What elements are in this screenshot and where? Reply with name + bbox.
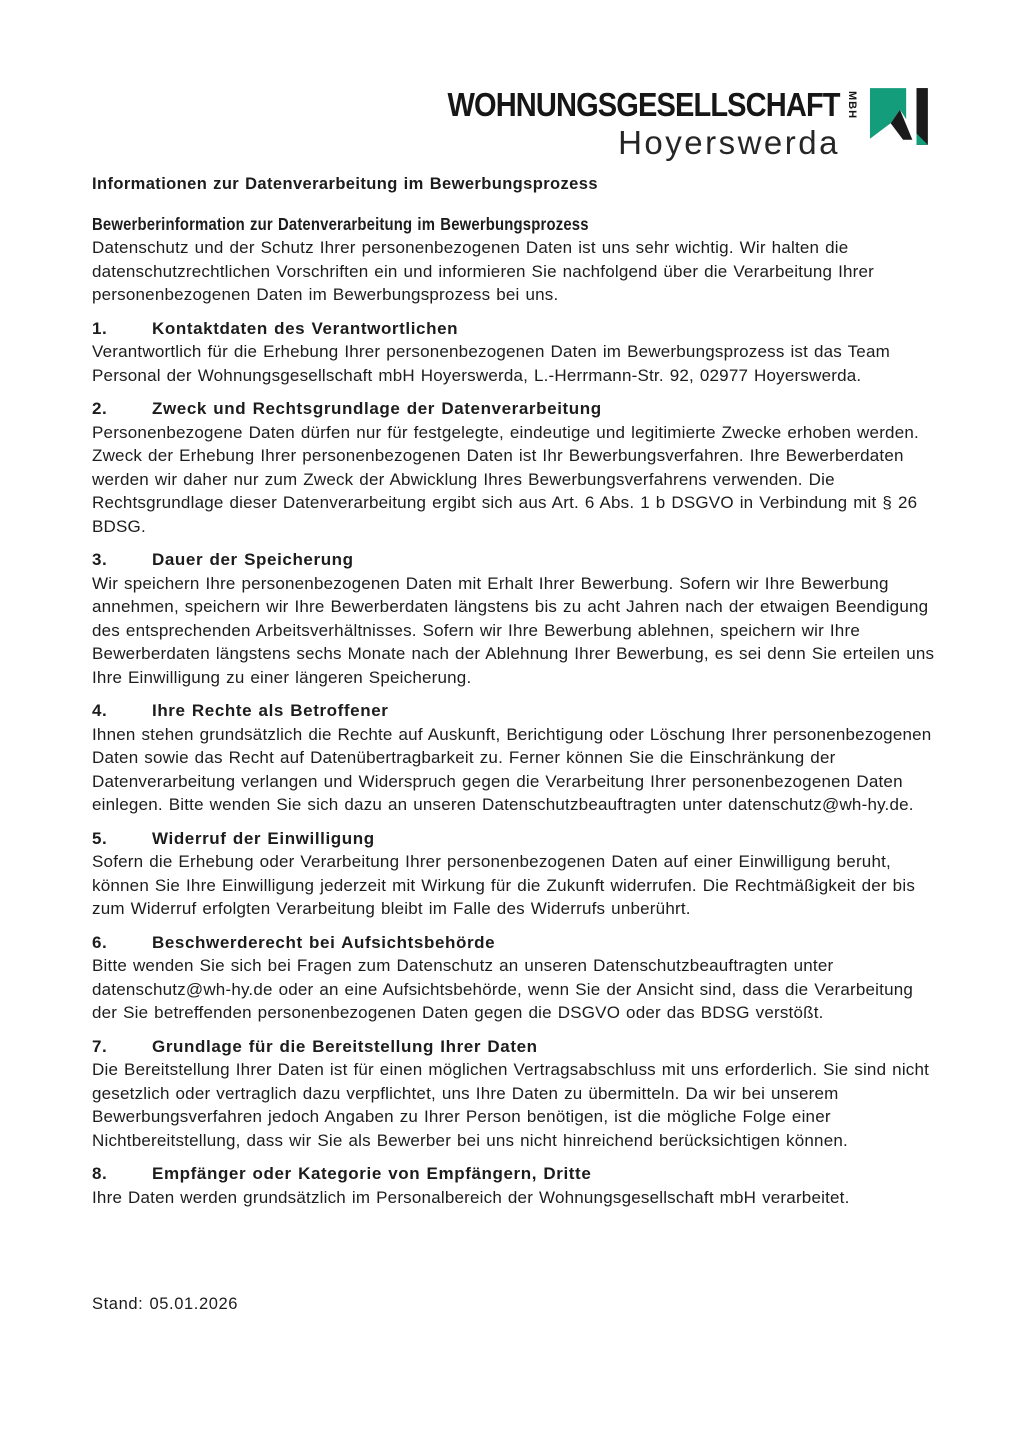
section-7 (92, 1035, 944, 1153)
section-number: 4. (92, 701, 108, 720)
logo-mbh-label: MBH (846, 91, 858, 120)
section-heading (92, 931, 944, 955)
section-heading (92, 827, 944, 851)
document-title: Informationen zur Datenverarbeitung im Bewerbungsprozess (92, 175, 598, 193)
logo-company-name: WOHNUNGSGESELLSCHAFT (447, 86, 840, 123)
section-title: Grundlage für die Bereitstellung Ihrer Daten (152, 1036, 538, 1056)
logo-city-name: Hoyerswerda (618, 124, 840, 161)
section-heading (92, 699, 944, 723)
section-4 (92, 699, 944, 817)
section-heading (92, 1162, 944, 1186)
intro-paragraph: Datenschutz und der Schutz Ihrer personenbezogenen Daten ist uns sehr wichtig. Wir halten die datenschutzrechtlichen Vorschriften ein und informieren Sie nachfolgend über die Verarbeitung Ihrer personenbezogenen Daten im Bewerbungsprozess bei uns. (92, 238, 875, 304)
intro-heading: Bewerberinformation zur Datenverarbeitung im Bewerbungsprozess (92, 213, 589, 234)
section-paragraph: Verantwortlich für die Erhebung Ihrer personenbezogenen Daten im Bewerbungsprozess ist das Team Personal der Wohnungsgesellschaft mbH Hoyerswerda, L.-Herrmann-Str. 92, 02977 Hoyerswerda. (92, 342, 890, 385)
section-title: Beschwerderecht bei Aufsichtsbehörde (152, 932, 496, 952)
company-logo (0, 0, 1024, 159)
section-title: Empfänger oder Kategorie von Empfängern, Dritte (152, 1164, 592, 1183)
section-3 (92, 548, 944, 689)
section-8 (92, 1162, 944, 1209)
section-heading (92, 1035, 944, 1059)
section-number: 1. (92, 318, 108, 338)
section-title: Dauer der Speicherung (152, 550, 354, 569)
section-number: 8. (92, 1164, 108, 1183)
section-number: 3. (92, 550, 108, 569)
section-number: 7. (92, 1036, 108, 1056)
section-5 (92, 827, 944, 921)
section-title: Kontaktdaten des Verantwortlichen (152, 318, 459, 338)
section-title: Ihre Rechte als Betroffener (152, 701, 389, 720)
section-heading (92, 317, 944, 341)
section-title: Zweck und Rechtsgrundlage der Datenverarbeitung (152, 399, 602, 418)
section-number: 2. (92, 399, 108, 418)
section-title: Widerruf der Einwilligung (152, 828, 375, 848)
section-number: 6. (92, 932, 108, 952)
logo-wordmark (394, 88, 840, 159)
section-2 (92, 397, 944, 538)
section-paragraph: Ihnen stehen grundsätzlich die Rechte auf Auskunft, Berichtigung oder Löschung Ihrer personenbezogenen Daten sowie das Recht auf Datenübertragbarkeit zu. Ferner können Sie die Einschränkung der Datenverarbeitung verlangen und Widerspruch gegen die Verarbeitung Ihrer personenbezogenen Daten einlegen. Bitte wenden Sie sich dazu an unseren Datenschutzbeauftragten unter datenschutz@wh-hy.de. (92, 724, 932, 814)
section-paragraph: Personenbezogene Daten dürfen nur für festgelegte, eindeutige und legitimierte Zwecke erhoben werden. Zweck der Erhebung Ihrer personenbezogenen Daten ist Ihr Bewerbungsverfahren. Ihre Bewerberdaten werden wir daher nur zum Zweck der Abwicklung Ihres Bewerbungsverfahrens verwenden. Die Rechtsgrundlage dieser Datenverarbeitung ergibt sich aus Art. 6 Abs. 1 b DSGVO in Verbindung mit § 26 BDSG. (92, 422, 919, 536)
section-heading (92, 548, 944, 572)
footer-stand-date: Stand: 05.01.2026 (92, 1295, 239, 1313)
section-paragraph: Bitte wenden Sie sich bei Fragen zum Datenschutz an unseren Datenschutzbeauftragten unter datenschutz@wh-hy.de oder an eine Aufsichtsbehörde, wenn Sie der Ansicht sind, dass die Verarbeitung der Sie betreffenden personenbezogenen Daten gegen die DSGVO oder das BDSG verstößt. (92, 956, 914, 1022)
section-heading (92, 397, 944, 421)
section-6 (92, 931, 944, 1025)
section-number: 5. (92, 828, 108, 848)
section-paragraph: Sofern die Erhebung oder Verarbeitung Ihrer personenbezogenen Daten auf einer Einwilligung beruht, können Sie Ihre Einwilligung jederzeit mit Wirkung für die Zukunft widerrufen. Die Rechtmäßigkeit der bis zum Widerruf erfolgten Verarbeitung bleibt im Falle des Widerrufs unberührt. (92, 852, 916, 918)
section-paragraph: Die Bereitstellung Ihrer Daten ist für einen möglichen Vertragsabschluss mit uns erforderlich. Sie sind nicht gesetzlich oder vertraglich dazu verpflichtet, uns Ihre Daten zu übermitteln. Da wir bei unserem Bewerbungsverfahren jedoch Angaben zu Ihrer Person benötigen, ist die mögliche Folge einer Nichtbereitstellung, dass wir Sie als Bewerber bei uns nicht hinreichend berücksichtigen können. (92, 1060, 930, 1150)
logo-mark-icon (870, 88, 932, 146)
document-body (92, 173, 944, 1317)
section-1 (92, 317, 944, 388)
section-paragraph: Ihre Daten werden grundsätzlich im Personalbereich der Wohnungsgesellschaft mbH verarbeitet. (92, 1187, 850, 1207)
section-paragraph: Wir speichern Ihre personenbezogenen Daten mit Erhalt Ihrer Bewerbung. Sofern wir Ihre Bewerbung annehmen, speichern wir Ihre Bewerberdaten längstens bis zu acht Jahren nach der etwaigen Beendigung des entsprechenden Arbeitsverhältnisses. Sofern wir Ihre Bewerbung ablehnen, speichern wir Ihre Bewerberdaten längstens sechs Monate nach der Ablehnung Ihrer Bewerbung, es sei denn Sie erteilen uns Ihre Einwilligung zu einer längeren Speicherung. (92, 573, 935, 687)
